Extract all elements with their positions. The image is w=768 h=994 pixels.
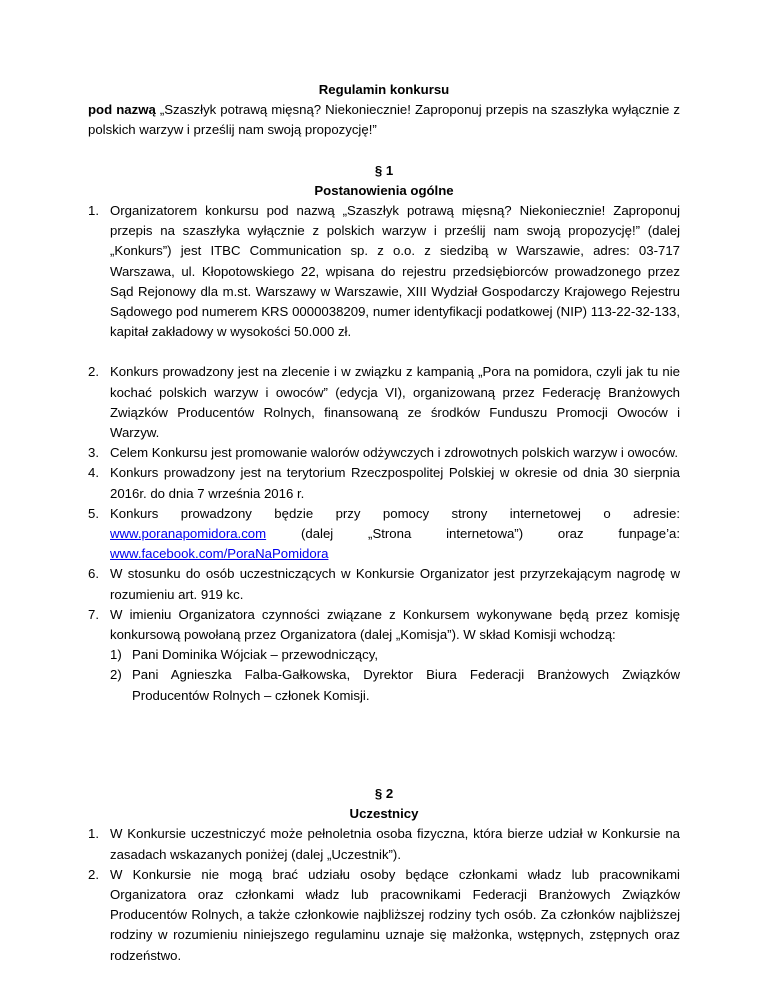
list-item — [88, 605, 680, 706]
item-number: 6. — [88, 566, 99, 582]
item-number: 7. — [88, 606, 99, 622]
list-item — [88, 824, 680, 864]
item-number: 3. — [88, 445, 99, 461]
section-1-heading: Postanowienia ogólne — [314, 182, 454, 198]
subtitle-text: „Szaszłyk potrawą mięsną? Niekoniecznie! Zaproponuj przepis na szaszłyka wyłącznie z polskich warzyw i prześlij nam swoją propozycję!” — [88, 102, 681, 138]
item-number: 4. — [88, 465, 99, 481]
item-text: Konkurs prowadzony będzie przy pomocy strony internetowej o adresie: — [110, 505, 680, 521]
item-number: 2. — [88, 866, 99, 882]
item-text: W Konkursie nie mogą brać udziału osoby będące członkami władz lub pracownikami Organizatora oraz członkami władz lub pracownikami Federacji Branżowych Związków Producentów Rolnych, a także członkowie najbliższej rodziny tych osób. Za członków najbliższej rodziny w rozumieniu niniejszego regulaminu uznaje się małżonka, wstępnych, zstępnych oraz rodzeństwo. — [110, 866, 680, 963]
item-text: W imieniu Organizatora czynności związane z Konkursem wykonywane będą przez komisję konkursową powołaną przez Organizatora (dalej „Komisja”). W skład Komisji wchodzą: — [110, 606, 680, 643]
sub-item-number: 2) — [110, 667, 122, 683]
item-text: Konkurs prowadzony jest na terytorium Rzeczpospolitej Polskiej w okresie od dnia 30 sierpnia 2016r. do dnia 7 września 2016 r. — [110, 465, 680, 501]
website-link[interactable]: www.poranapomidora.com — [110, 526, 267, 542]
sub-item-number: 1) — [110, 647, 122, 663]
list-item — [88, 362, 680, 443]
section-1-list — [88, 201, 680, 706]
item-number: 5. — [88, 505, 99, 521]
item-5-line — [110, 504, 680, 544]
document-subtitle — [88, 100, 680, 140]
list-item — [88, 443, 680, 463]
item-text: Konkurs prowadzony jest na zlecenie i w związku z kampanią „Pora na pomidora, czyli jak tu nie kochać polskich warzyw i owoców” (edycja VI), organizowaną przez Federację Branżowych Związków Producentów Rolnych, finansowaną ze środków Funduszu Promocji Owoców i Warzyw. — [110, 364, 680, 441]
section-2-list — [88, 824, 680, 965]
item-number: 2. — [88, 364, 99, 380]
list-item — [88, 564, 680, 604]
list-item — [88, 865, 680, 966]
list-item — [88, 504, 680, 565]
section-2-mark: § 2 — [374, 785, 394, 801]
sub-list-item — [110, 665, 680, 705]
section-2-heading: Uczestnicy — [349, 806, 419, 822]
item-number: 1. — [88, 826, 99, 842]
facebook-link[interactable]: www.facebook.com/PoraNaPomidora — [110, 546, 329, 562]
item-text: Celem Konkursu jest promowanie walorów odżywczych i zdrowotnych polskich warzyw i owoców. — [110, 445, 679, 461]
sub-item-text: Pani Agnieszka Falba-Gałkowska, Dyrektor Biura Federacji Branżowych Związków Producentów Rolnych – członek Komisji. — [132, 667, 680, 703]
document-title: Regulamin konkursu — [318, 82, 450, 97]
document-page — [88, 80, 680, 966]
section-1-mark: § 1 — [374, 162, 394, 178]
committee-list — [110, 645, 680, 706]
sub-item-text: Pani Dominika Wójciak – przewodniczący, — [132, 647, 379, 663]
item-text: W stosunku do osób uczestniczących w Konkursie Organizator jest przyrzekającym nagrodę w rozumieniu art. 919 kc. — [110, 566, 680, 602]
subtitle-bold: pod nazwą — [88, 102, 156, 118]
item-text: Organizatorem konkursu pod nazwą „Szaszłyk potrawą mięsną? Niekoniecznie! Zaproponuj przepis na szaszłyka wyłącznie z polskich warzyw i prześlij nam swoją propozycję!” (dalej „Konkurs”) jest ITBC Communication sp. z o.o. z siedzibą w Warszawie, adres: 03-717 Warszawa, ul. Kłopotowskiego 22, wpisana do rejestru przedsiębiorców prowadzonego przez Sąd Rejonowy dla m.st. Warszawy w Warszawie, XIII Wydział Gospodarczy Krajowego Rejestru Sądowego pod numerem KRS 0000038209, numer identyfikacji podatkowej (NIP) 113-22-32-133, kapitał zakładowy w wysokości 50.000 zł. — [110, 203, 680, 340]
list-item — [88, 201, 680, 342]
sub-list-item — [110, 645, 680, 665]
list-item — [88, 463, 680, 503]
item-text: (dalej „Strona internetowa”) oraz funpage’a: — [300, 526, 680, 542]
item-number: 1. — [88, 203, 99, 219]
item-text: W Konkursie uczestniczyć może pełnoletnia osoba fizyczna, która bierze udział w Konkursie na zasadach wskazanych poniżej (dalej „Uczestnik”). — [110, 826, 680, 862]
